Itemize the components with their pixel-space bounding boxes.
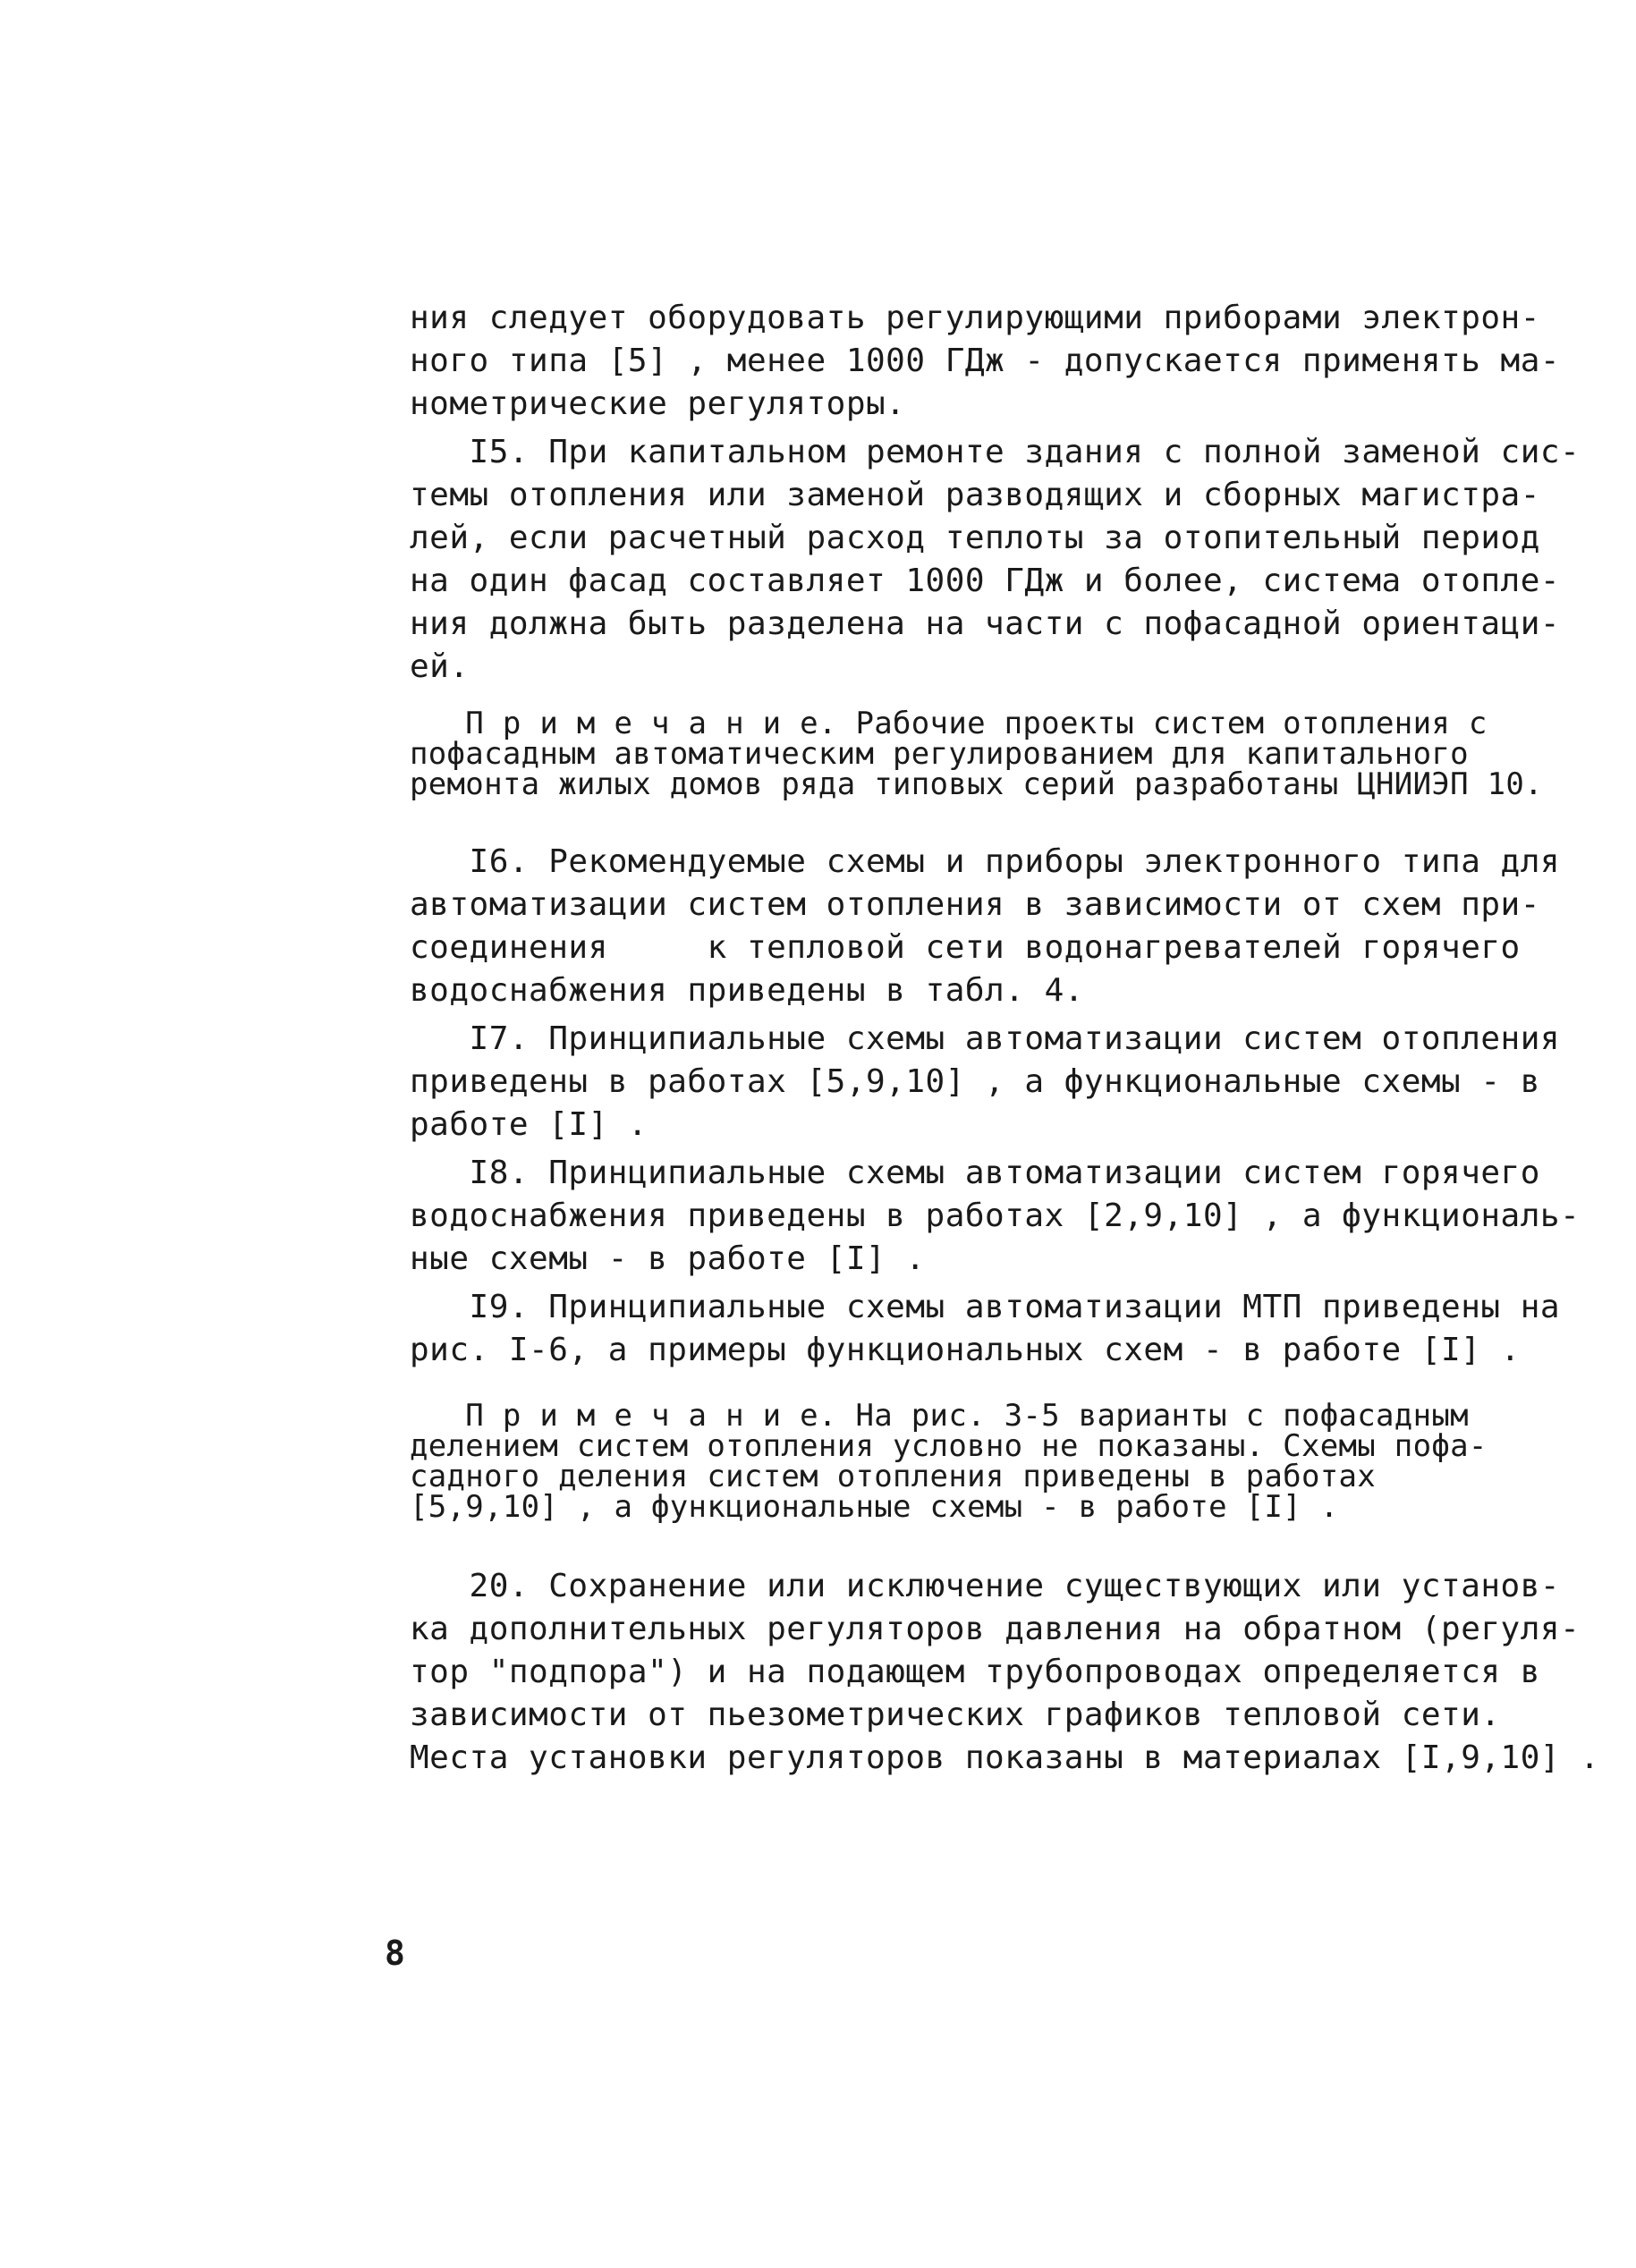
- text-line: ного типа [5] , менее 1000 ГДж - допускается применять ма-: [410, 343, 1561, 379]
- text-line: на один фасад составляет 1000 ГДж и более, система отопле-: [410, 563, 1561, 599]
- text-line: тор "подпора") и на подающем трубопроводах определяется в: [410, 1654, 1540, 1690]
- text-line: водоснабжения приведены в табл. 4.: [410, 972, 1084, 1009]
- text-line: темы отопления или заменой разводящих и сборных магистра-: [410, 477, 1540, 513]
- text-line: автоматизации систем отопления в зависимости от схем при-: [410, 886, 1540, 923]
- text-line: I7. Принципиальные схемы автоматизации систем отопления: [410, 1020, 1561, 1057]
- note-line: П р и м е ч а н и е. На рис. 3-5 варианты с пофасадным: [410, 1398, 1469, 1434]
- note-line: П р и м е ч а н и е. Рабочие проекты систем отопления с: [410, 706, 1488, 741]
- page-number: 8: [385, 1934, 405, 1973]
- note-line: делением систем отопления условно не показаны. Схемы пофа-: [410, 1428, 1488, 1464]
- text-line: ные схемы - в работе [I] .: [410, 1240, 926, 1277]
- note-line: ремонта жилых домов ряда типовых серий разработаны ЦНИИЭП 10.: [410, 766, 1543, 802]
- text-line: работе [I] .: [410, 1106, 648, 1143]
- text-line: ния должна быть разделена на части с пофасадной ориентаци-: [410, 605, 1561, 642]
- text-line: 20. Сохранение или исключение существующих или установ-: [410, 1568, 1561, 1604]
- text-line: I8. Принципиальные схемы автоматизации систем горячего: [410, 1155, 1540, 1191]
- note-line: пофасадным автоматическим регулированием для капитального: [410, 736, 1469, 772]
- note-line: [5,9,10] , а функциональные схемы - в работе [I] .: [410, 1489, 1339, 1525]
- text-line: ей.: [410, 648, 470, 685]
- text-line: водоснабжения приведены в работах [2,9,10] , а функциональ-: [410, 1197, 1581, 1234]
- text-line: соединения к тепловой сети водонагревателей горячего: [410, 929, 1521, 966]
- text-line: зависимости от пьезометрических графиков тепловой сети.: [410, 1697, 1501, 1733]
- text-line: нометрические регуляторы.: [410, 385, 906, 422]
- text-line: рис. I-6, а примеры функциональных схем - в работе [I] .: [410, 1332, 1521, 1368]
- text-line: I6. Рекомендуемые схемы и приборы электронного типа для: [410, 843, 1561, 880]
- note-line: садного деления систем отопления приведены в работах: [410, 1459, 1377, 1494]
- text-line: лей, если расчетный расход теплоты за отопительный период: [410, 520, 1540, 556]
- text-line: ния следует оборудовать регулирующими приборами электрон-: [410, 300, 1540, 336]
- text-line: I9. Принципиальные схемы автоматизации МТП приведены на: [410, 1289, 1561, 1325]
- text-line: приведены в работах [5,9,10] , а функциональные схемы - в: [410, 1063, 1540, 1100]
- text-line: Места установки регуляторов показаны в материалах [I,9,10] .: [410, 1739, 1600, 1776]
- text-line: I5. При капитальном ремонте здания с полной заменой сис-: [410, 434, 1581, 470]
- text-line: ка дополнительных регуляторов давления на обратном (регуля-: [410, 1611, 1581, 1647]
